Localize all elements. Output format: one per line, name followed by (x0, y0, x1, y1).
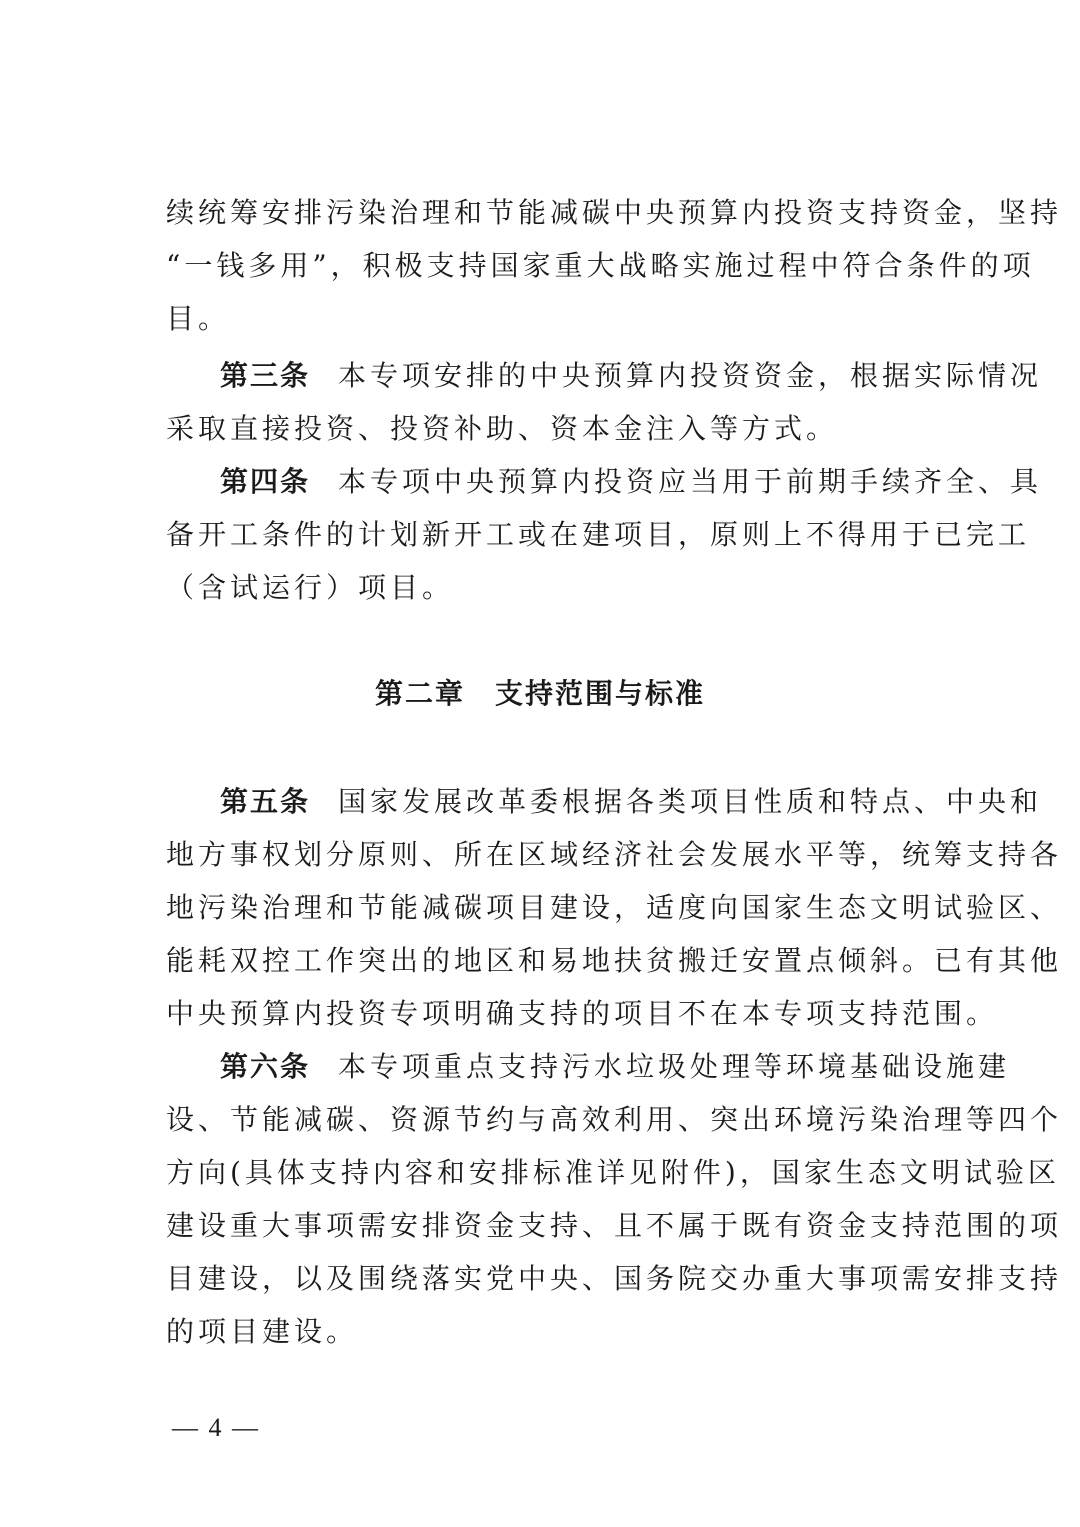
article-first-line (166, 455, 1043, 508)
chapter-number: 第二章 (374, 677, 465, 710)
page-number: — 4 — (172, 1413, 260, 1442)
continuation-paragraph (166, 186, 1063, 345)
article-label: 第三条 (220, 359, 311, 392)
text-line: 地方事权划分原则、所在区域经济社会发展水平等，统筹支持各 (166, 838, 1063, 871)
article-6 (166, 1040, 1063, 1358)
text-line: 建设重大事项需安排资金支持、且不属于既有资金支持范围的项 (166, 1209, 1063, 1242)
text-line: （含试运行）项目。 (166, 571, 455, 604)
article-label: 第四条 (220, 465, 311, 498)
text-line: 设、节能减碳、资源节约与高效利用、突出环境污染治理等四个 (166, 1103, 1063, 1136)
article-3 (166, 349, 1043, 455)
text-line: 方向(具体支持内容和安排标准详见附件)，国家生态文明试验区 (166, 1156, 1060, 1189)
article-4 (166, 455, 1043, 614)
text-line: 续统筹安排污染治理和节能减碳中央预算内投资支持资金，坚持 (166, 196, 1063, 229)
text-line: 采取直接投资、投资补助、资本金注入等方式。 (166, 412, 839, 445)
article-first-line (166, 1040, 1011, 1093)
article-label: 第六条 (220, 1050, 311, 1083)
article-text: 国家发展改革委根据各类项目性质和特点、中央和 (338, 785, 1043, 818)
article-first-line (166, 775, 1043, 828)
article-5 (166, 775, 1063, 1040)
article-text: 本专项重点支持污水垃圾处理等环境基础设施建 (338, 1050, 1011, 1083)
chapter-heading (0, 667, 1080, 720)
text-line: 备开工条件的计划新开工或在建项目，原则上不得用于已完工 (166, 518, 1031, 551)
article-text: 本专项安排的中央预算内投资资金，根据实际情况 (338, 359, 1043, 392)
article-text: 本专项中央预算内投资应当用于前期手续齐全、具 (338, 465, 1043, 498)
text-line: 的项目建设。 (166, 1315, 359, 1348)
article-first-line (166, 349, 1043, 402)
text-line: 中央预算内投资专项明确支持的项目不在本专项支持范围。 (166, 997, 999, 1030)
text-line: “一钱多用”，积极支持国家重大战略实施过程中符合条件的项 (166, 249, 1035, 282)
text-line: 目。 (166, 302, 231, 335)
text-line: 目建设，以及围绕落实党中央、国务院交办重大事项需安排支持 (166, 1262, 1063, 1295)
chapter-title: 支持范围与标准 (495, 677, 706, 710)
text-line: 能耗双控工作突出的地区和易地扶贫搬迁安置点倾斜。已有其他 (166, 944, 1063, 977)
article-label: 第五条 (220, 785, 311, 818)
text-line: 地污染治理和节能减碳项目建设，适度向国家生态文明试验区、 (166, 891, 1063, 924)
